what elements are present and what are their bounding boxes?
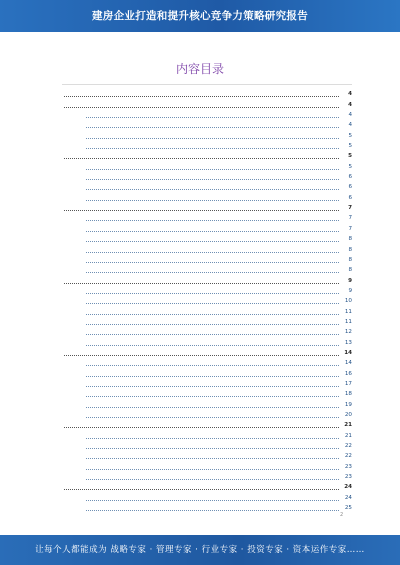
toc-section-entry[interactable]: [62, 316, 352, 326]
toc-leader-dots: [86, 235, 339, 242]
toc-leader-dots: [86, 494, 339, 501]
toc-section-entry[interactable]: [62, 450, 352, 460]
toc-leader-dots: [86, 256, 339, 263]
toc-section-entry[interactable]: [62, 491, 352, 501]
toc-section-entry[interactable]: [62, 429, 352, 439]
toc-page-number: 23: [344, 474, 352, 481]
toc-section-entry[interactable]: [62, 181, 352, 191]
toc-page-number: 4: [348, 91, 352, 98]
toc-page-number: 4: [348, 101, 352, 108]
toc-section-entry[interactable]: [62, 326, 352, 336]
toc-leader-dots: [64, 349, 339, 356]
toc-section-entry[interactable]: [62, 233, 352, 243]
toc-chapter-entry[interactable]: [62, 88, 352, 98]
toc-page-number: 13: [344, 339, 352, 346]
toc-leader-dots: [86, 266, 339, 273]
toc-leader-dots: [86, 163, 339, 170]
report-title: 建房企业打造和提升核心竞争力策略研究报告: [92, 10, 308, 22]
toc-chapter-entry[interactable]: [62, 274, 352, 284]
toc-leader-dots: [86, 339, 339, 346]
toc-section-entry[interactable]: [62, 502, 352, 512]
toc-leader-dots: [86, 142, 339, 149]
toc-page-number: 7: [348, 225, 352, 232]
toc-section-entry[interactable]: [62, 440, 352, 450]
toc-leader-dots: [86, 297, 339, 304]
toc-leader-dots: [86, 132, 339, 139]
toc-chapter-entry[interactable]: [62, 347, 352, 357]
toc-list: [62, 88, 352, 512]
toc-leader-dots: [86, 328, 339, 335]
toc-section-entry[interactable]: [62, 109, 352, 119]
toc-section-entry[interactable]: [62, 378, 352, 388]
toc-section-entry[interactable]: [62, 295, 352, 305]
toc-page-number: 22: [344, 453, 352, 460]
toc-page-number: 5: [348, 163, 352, 170]
toc-page-number: 11: [344, 308, 352, 315]
toc-section-entry[interactable]: [62, 243, 352, 253]
toc-leader-dots: [86, 121, 339, 128]
toc-section-entry[interactable]: [62, 460, 352, 470]
toc-leader-dots: [86, 504, 339, 511]
page-number: 2: [340, 512, 344, 518]
toc-page-number: 7: [348, 205, 352, 212]
toc-chapter-entry[interactable]: [62, 150, 352, 160]
toc-page-number: 7: [348, 215, 352, 222]
toc-section-entry[interactable]: [62, 409, 352, 419]
footer-slogan: 让每个人都能成为 战略专家 · 管理专家 · 行业专家 · 投资专家 · 资本运作专家……: [35, 545, 365, 555]
toc-page-number: 5: [348, 153, 352, 160]
toc-leader-dots: [86, 432, 339, 439]
toc-page-number: 25: [344, 505, 352, 512]
toc-section-entry[interactable]: [62, 264, 352, 274]
toc-page-number: 6: [348, 194, 352, 201]
toc-leader-dots: [64, 483, 339, 490]
toc-section-entry[interactable]: [62, 388, 352, 398]
toc-page-number: 16: [344, 370, 352, 377]
toc-page-number: 19: [344, 401, 352, 408]
toc-section-entry[interactable]: [62, 254, 352, 264]
toc-page-number: 14: [344, 360, 352, 367]
toc-leader-dots: [86, 225, 339, 232]
toc-leader-dots: [86, 214, 339, 221]
toc-leader-dots: [64, 90, 339, 97]
toc-page-number: 21: [344, 432, 352, 439]
toc-section-entry[interactable]: [62, 160, 352, 170]
toc-section-entry[interactable]: [62, 140, 352, 150]
toc-page-number: 5: [348, 132, 352, 139]
toc-section-entry[interactable]: [62, 212, 352, 222]
toc-section-entry[interactable]: [62, 471, 352, 481]
toc-section-entry[interactable]: [62, 336, 352, 346]
toc-leader-dots: [86, 452, 339, 459]
toc-leader-dots: [64, 152, 339, 159]
toc-leader-dots: [86, 359, 339, 366]
toc-leader-dots: [86, 318, 339, 325]
header-banner: [0, 0, 400, 32]
toc-leader-dots: [86, 183, 339, 190]
toc-chapter-entry[interactable]: [62, 481, 352, 491]
toc-page-number: 24: [344, 494, 352, 501]
toc-section-entry[interactable]: [62, 171, 352, 181]
toc-leader-dots: [86, 246, 339, 253]
toc-leader-dots: [86, 370, 339, 377]
toc-page-number: 23: [344, 463, 352, 470]
toc-leader-dots: [86, 308, 339, 315]
toc-section-entry[interactable]: [62, 191, 352, 201]
toc-page-number: 10: [344, 298, 352, 305]
toc-leader-dots: [64, 421, 339, 428]
toc-divider: [62, 84, 352, 85]
toc-section-entry[interactable]: [62, 285, 352, 295]
toc-page-number: 11: [344, 318, 352, 325]
toc-section-entry[interactable]: [62, 398, 352, 408]
toc-section-entry[interactable]: [62, 119, 352, 129]
toc-page-number: 21: [344, 422, 352, 429]
toc-title: 内容目录: [175, 62, 224, 76]
toc-page-number: 24: [344, 484, 352, 491]
toc-page-number: 8: [348, 256, 352, 263]
toc-page-number: 18: [344, 391, 352, 398]
toc-leader-dots: [86, 463, 339, 470]
toc-section-entry[interactable]: [62, 222, 352, 232]
toc-leader-dots: [64, 101, 339, 108]
toc-page-number: 9: [348, 287, 352, 294]
toc-leader-dots: [86, 380, 339, 387]
toc-page-number: 8: [348, 246, 352, 253]
toc-section-entry[interactable]: [62, 357, 352, 367]
toc-page-number: 22: [344, 443, 352, 450]
toc-leader-dots: [64, 277, 339, 284]
toc-chapter-entry[interactable]: [62, 98, 352, 108]
toc-leader-dots: [86, 390, 339, 397]
toc-leader-dots: [86, 401, 339, 408]
toc-section-entry[interactable]: [62, 367, 352, 377]
toc-page-number: 6: [348, 184, 352, 191]
toc-leader-dots: [86, 473, 339, 480]
toc-chapter-entry[interactable]: [62, 419, 352, 429]
toc-section-entry[interactable]: [62, 305, 352, 315]
toc-page-number: 20: [344, 412, 352, 418]
toc-leader-dots: [86, 287, 339, 294]
toc-page-number: 8: [348, 267, 352, 274]
toc-leader-dots: [86, 111, 339, 118]
footer-banner: [0, 535, 400, 565]
toc-leader-dots: [64, 204, 339, 211]
toc-leader-dots: [86, 173, 339, 180]
toc-page-number: 8: [348, 236, 352, 243]
toc-leader-dots: [86, 194, 339, 201]
toc-page-number: 17: [344, 380, 352, 387]
toc-page-number: 6: [348, 174, 352, 181]
toc-page-number: 5: [348, 143, 352, 150]
toc-page-number: 12: [344, 329, 352, 336]
toc-page-number: 14: [344, 349, 352, 356]
toc-page-number: 4: [348, 112, 352, 119]
toc-section-entry[interactable]: [62, 129, 352, 139]
toc-chapter-entry[interactable]: [62, 202, 352, 212]
toc-leader-dots: [86, 411, 339, 418]
toc-page-number: 4: [348, 122, 352, 129]
toc-leader-dots: [86, 442, 339, 449]
toc-page-number: 9: [348, 277, 352, 284]
